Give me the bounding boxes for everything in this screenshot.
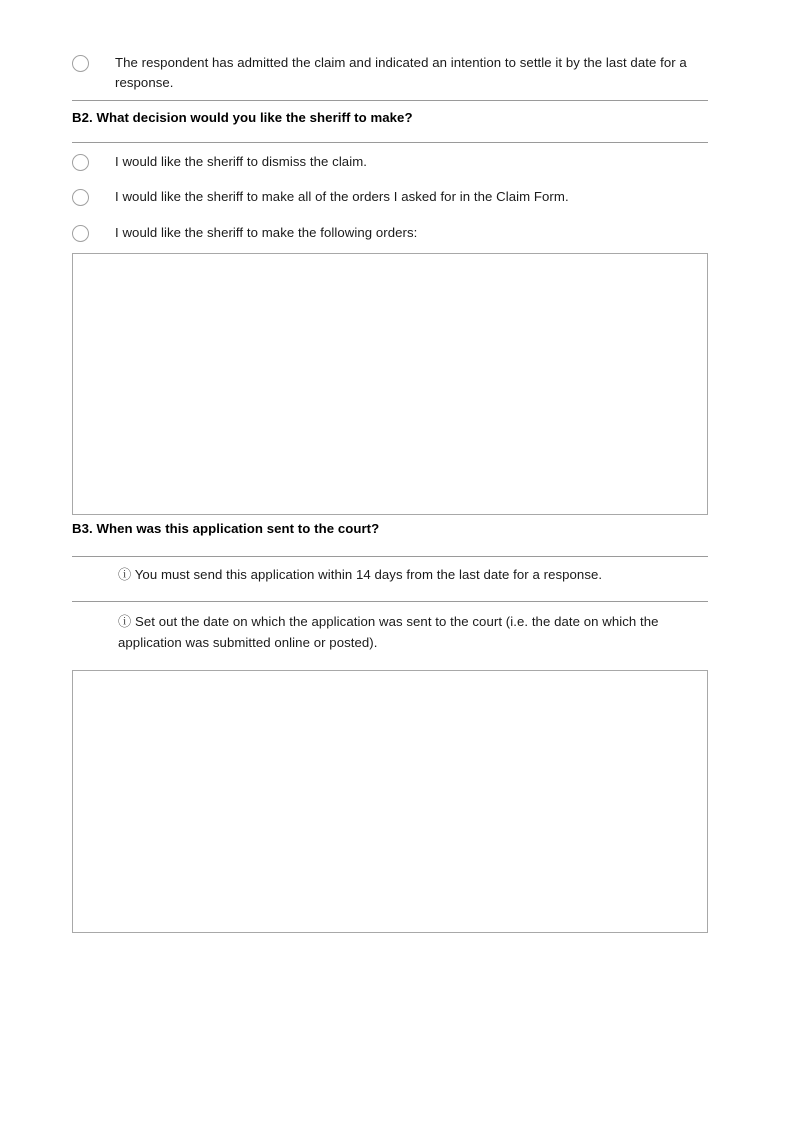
info-note-deadline <box>118 564 713 585</box>
info-icon: ⓘ <box>118 567 132 582</box>
section-heading-b2: B2. What decision would you like the sheriff to make? <box>72 110 413 125</box>
info-note-text: Set out the date on which the application was sent to the court (i.e. the date on which the application was submitted online or posted). <box>118 614 659 650</box>
answer-textbox-b2-orders[interactable] <box>72 253 708 515</box>
info-icon: ⓘ <box>118 614 132 629</box>
radio-option-respondent-admitted[interactable] <box>72 53 708 93</box>
section-divider <box>72 142 708 143</box>
radio-option-label: I would like the sheriff to dismiss the claim. <box>115 154 367 169</box>
info-note-date-guidance <box>118 611 713 653</box>
radio-option-following-orders[interactable] <box>72 223 708 243</box>
info-note-text: You must send this application within 14 days from the last date for a response. <box>134 567 603 582</box>
radio-option-dismiss-claim[interactable] <box>72 152 708 172</box>
radio-option-label: The respondent has admitted the claim and indicated an intention to settle it by the last date for a response. <box>115 55 687 90</box>
section-divider <box>72 556 708 557</box>
section-divider <box>72 601 708 602</box>
section-divider <box>72 100 708 101</box>
radio-circle-icon[interactable] <box>72 189 89 206</box>
radio-circle-icon[interactable] <box>72 225 89 242</box>
radio-option-label: I would like the sheriff to make all of the orders I asked for in the Claim Form. <box>115 189 569 204</box>
radio-circle-icon[interactable] <box>72 154 89 171</box>
radio-circle-icon[interactable] <box>72 55 89 72</box>
radio-option-label: I would like the sheriff to make the following orders: <box>115 225 418 240</box>
answer-textbox-b3-date[interactable] <box>72 670 708 933</box>
radio-option-all-orders-claim-form[interactable] <box>72 187 708 207</box>
section-heading-b3: B3. When was this application sent to the court? <box>72 521 380 536</box>
